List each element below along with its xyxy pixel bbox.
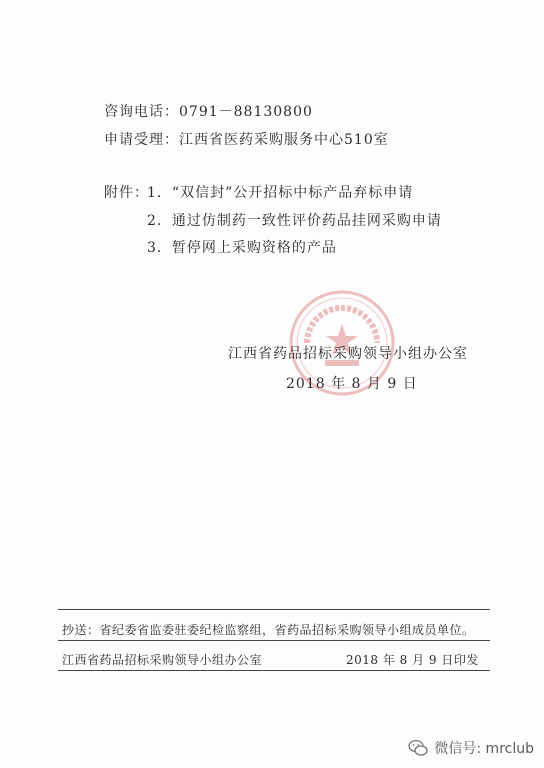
attachment-item-1: 1．“双信封”公开招标中标产品弃标申请 <box>147 185 414 201</box>
footer-issuer: 江西省药品招标采购领导小组办公室 <box>62 653 263 667</box>
attachment-item-2: 2．通过仿制药一致性评价药品挂网采购申请 <box>147 213 442 229</box>
watermark-text: 微信号: mrclub <box>434 741 534 757</box>
attachment-item-3: 3．暂停网上采购资格的产品 <box>147 240 337 256</box>
contact-office: 申请受理：江西省医药采购服务中心510室 <box>104 132 389 148</box>
signature-org: 江西省药品招标采购领导小组办公室 <box>228 346 468 362</box>
attachments-prefix: 附件： <box>104 185 149 201</box>
wechat-icon <box>408 738 428 758</box>
footer-cc: 抄送：省纪委省监委驻委纪检监察组，省药品招标采购领导小组成员单位。 <box>62 623 475 637</box>
wechat-watermark <box>408 738 534 758</box>
contact-phone: 咨询电话：0791－88130800 <box>104 104 313 120</box>
footer-issue-date: 2018 年 8 月 9 日印发 <box>346 653 479 667</box>
signature-date: 2018 年 8 月 9 日 <box>286 376 418 392</box>
footer-rule-top <box>58 609 490 610</box>
footer-rule-middle <box>58 640 490 641</box>
footer-rule-bottom <box>58 670 490 671</box>
